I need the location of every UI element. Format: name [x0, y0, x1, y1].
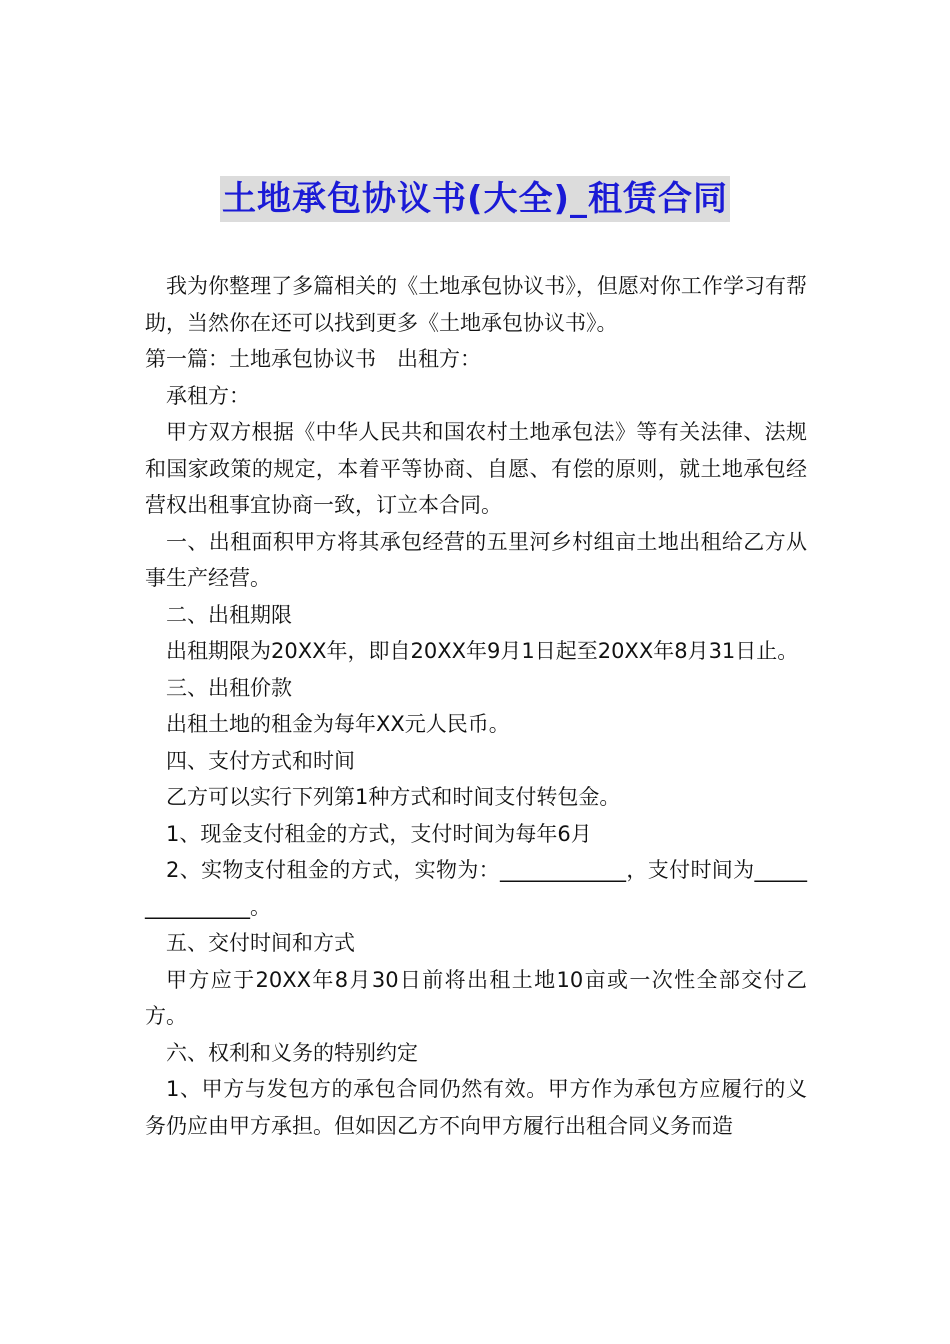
- paragraph: 一、出租面积甲方将其承包经营的五里河乡村组亩土地出租给乙方从事生产经营。: [145, 529, 807, 590]
- paragraph: 我为你整理了多篇相关的《土地承包协议书》，但愿对你工作学习有帮助，当然你在还可以找到更多《土地承包协议书》。: [145, 274, 807, 335]
- document-title: 土地承包协议书(大全)_租赁合同: [220, 176, 730, 222]
- title-container: [0, 176, 950, 222]
- paragraph: 出租期限为20XX年，即自20XX年9月1日起至20XX年8月31日止。: [166, 639, 799, 663]
- paragraph: 出租土地的租金为每年XX元人民币。: [166, 712, 510, 736]
- paragraph: 乙方可以实行下列第1种方式和时间支付转包金。: [166, 785, 621, 809]
- section-heading: 二、出租期限: [166, 602, 292, 627]
- list-item: 2、实物支付租金的方式，实物为：____________，支付时间为_______________。: [145, 858, 807, 919]
- document-body: [145, 268, 807, 1144]
- paragraph: 甲方双方根据《中华人民共和国农村土地承包法》等有关法律、法规和国家政策的规定，本着平等协商、自愿、有偿的原则，就土地承包经营权出租事宜协商一致，订立本合同。: [145, 420, 807, 517]
- section-heading: 四、支付方式和时间: [166, 748, 355, 773]
- section-heading: 六、权利和义务的特别约定: [166, 1040, 418, 1065]
- paragraph: 第一篇：土地承包协议书 出租方：: [145, 347, 481, 371]
- section-heading: 三、出租价款: [166, 675, 292, 700]
- section-heading: 五、交付时间和方式: [166, 931, 355, 955]
- list-item: 1、现金支付租金的方式，支付时间为每年6月: [166, 821, 592, 846]
- paragraph: 甲方应于20XX年8月30日前将出租土地10亩或一次性全部交付乙方。: [145, 967, 807, 1028]
- list-item: 1、甲方与发包方的承包合同仍然有效。甲方作为承包方应履行的义务仍应由甲方承担。但如因乙方不向甲方履行出租合同义务而造: [145, 1077, 807, 1138]
- paragraph: 承租方：: [166, 383, 250, 408]
